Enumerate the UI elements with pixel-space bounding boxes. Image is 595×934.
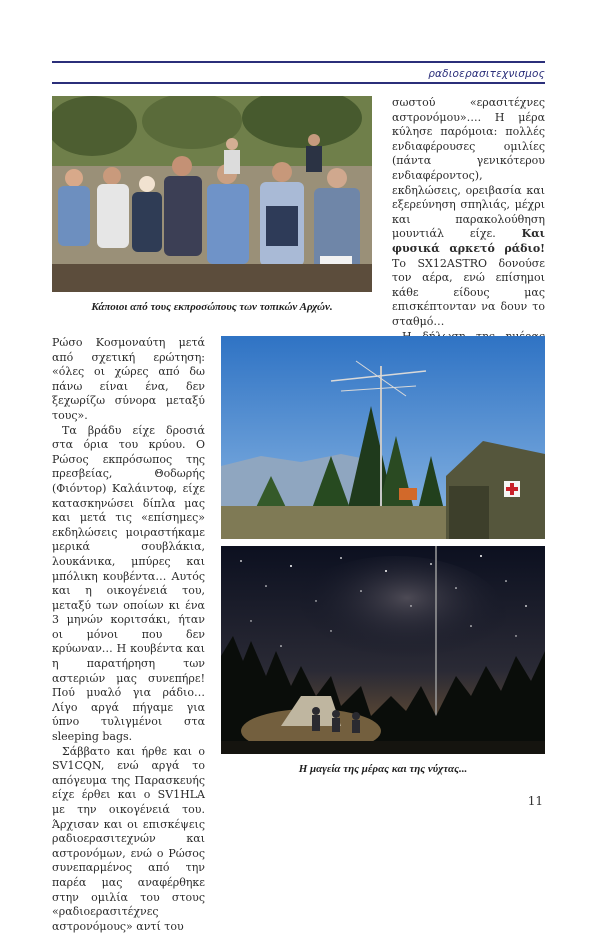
- emphasis-text: Και φυσικά αρκετό ράδιο!: [392, 227, 545, 255]
- paragraph: [392, 96, 545, 330]
- paragraph: Σάββατο και ήρθε και ο SV1CQN, ενώ αργά το απόγευμα της Παρασκευής είχε έρθει και ο SV1HLA με την οικογένειά του. Άρχισαν και οι επισκέψεις ραδιοερασιτεχνών και αστρονόμων, ενώ ο Ρώσος συνεπαρμένος από την παρέα μας αναφέρθηκε στην ομιλία του στους «ραδιοερασιτέχνες αστρονόμους» αντί του: [52, 744, 205, 933]
- officials-photo-caption: Κάποιοι από τους εκπροσώπους των τοπικών Αρχών.: [91, 301, 333, 313]
- antenna-day-photo: [221, 336, 545, 539]
- header-rule-top: [52, 61, 545, 63]
- antenna-night-photo: [221, 546, 545, 754]
- header-rule-bottom: [52, 82, 545, 84]
- paragraph: Ρώσο Κοσμοναύτη μετά από σχετική ερώτηση: «όλες οι χώρες από δω πάνω είναι ένα, δεν ξεχωρίζω σύνορα μεταξύ τους».: [52, 336, 205, 422]
- paragraph-text: Το SX12ASTRO δονούσε τον αέρα, ενώ επίσημοι κάθε είδους μας επισκέπτονταν να δουν το σταθμό…: [392, 256, 545, 328]
- antenna-photos-caption: Η μαγεία της μέρας και της νύχτας...: [298, 763, 468, 775]
- left-column: [52, 336, 205, 934]
- section-title: ραδιοερασιτεχνισμος: [428, 68, 545, 80]
- officials-photo: [52, 96, 372, 292]
- paragraph: Τα βράδυ είχε δροσιά στα όρια του κρύου. Ο Ρώσος εκπρόσωπος της πρεσβείας, Θοδωρής (Φιόντορ) Καλάιντοφ, είχε κατασκηνώσει δίπλα μας και μετά τις «επίσημες» εκδηλώσεις μοιραστήκαμε μερικά σουβλάκια, λουκάνικα, μπύρες και μπόλικη κουβέντα… Αυτός και η οικογένειά του, μεταξύ των οποίων κι ένα 3 μηνών κοριτσάκι, ήταν οι μόνοι που δεν κρύωναν… Η κουβέντα και η παρατήρηση των αστεριών μας συνεπήρε! Πού μυαλό για ράδιο… Λίγο αργά πήγαμε για ύπνο τυλιγμένοι στα sleeping bags.: [52, 423, 205, 744]
- paragraph-text: σωστού «ερασιτέχνες αστρονόμου»…. Η μέρα κύλησε παρόμοια: πολλές ενδιαφέρουσες ομιλίες (πάντα γενικότερου ενδιαφέροντος), εκδηλώσεις, ορειβασία και εξερεύνηση σπηλιάς, μέχρι και παρακολούθηση μουντιάλ είχε.: [392, 96, 545, 241]
- page-number: 11: [527, 794, 543, 808]
